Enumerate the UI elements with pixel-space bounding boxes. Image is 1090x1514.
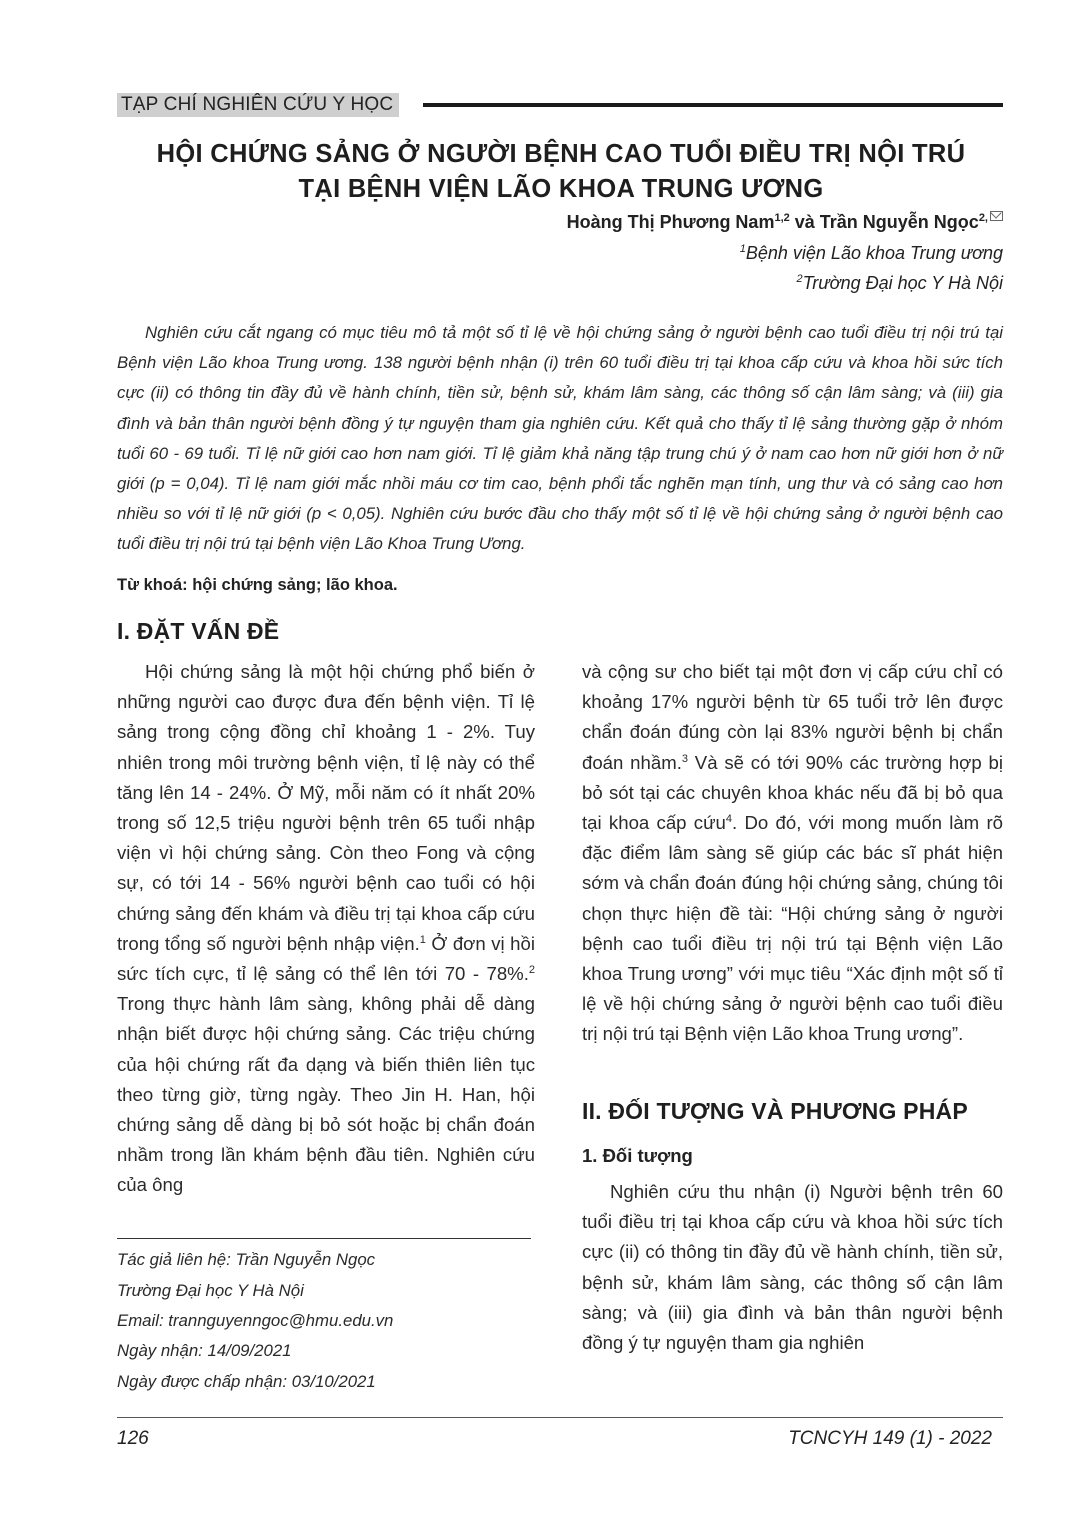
footnote-corresponding-author: Tác giả liên hệ: Trần Nguyễn Ngọc [117, 1250, 376, 1269]
author-conjunction: và [789, 212, 820, 232]
affiliation-2 [797, 273, 1004, 294]
citation-4: 4 [725, 812, 733, 825]
article-title [80, 137, 1042, 207]
author-1-affil: 1,2 [774, 212, 790, 224]
affiliation-1-number: 1 [739, 243, 746, 255]
affiliation-2-number: 2 [796, 273, 803, 285]
section-heading-methods: II. ĐỐI TƯỢNG VÀ PHƯƠNG PHÁP [582, 1098, 968, 1124]
abstract: Nghiên cứu cắt ngang có mục tiêu mô tả một số tỉ lệ về hội chứng sảng ở người bệnh cao tuổi điều trị nội trú tại Bệnh viện Lão khoa Trung ương. 138 người bệnh nhận (i) trên 60 tuổi điều trị tại khoa cấp cứu và khoa hồi sức tích cực (ii) có thông tin đầy đủ về hành chính, tiền sử, bệnh sử, khám lâm sàng, các thông số cận lâm sàng; và (iii) gia đình và bản thân người bệnh đồng ý tự nguyện tham gia nghiên cứu. Kết quả cho thấy tỉ lệ sảng thường gặp ở nhóm tuổi 60 - 69 tuổi. Tỉ lệ nữ giới cao hơn nam giới. Tỉ lệ giảm khả năng tập trung chú ý ở nam cao hơn nữ giới hơn ở nữ giới (p = 0,04). Tỉ lệ nam giới mắc nhồi máu cơ tim cao, bệnh phổi tắc nghẽn mạn tính, ung thư và có sảng cao hơn nhiều so với tỉ lệ nữ giới (p < 0,05). Nghiên cứu bước đầu cho thấy một số tỉ lệ về hội chứng sảng ở người bệnh cao tuổi điều trị nội trú tại bệnh viện Lão Khoa Trung Ương. [117, 323, 1003, 554]
affiliation-1 [740, 243, 1003, 264]
intro-text-3: Trong thực hành lâm sàng, không phải dễ dàng nhận biết được hội chứng sảng. Các triệu chứng của hội chứng rất đa dạng và biến thiên liên tục theo từng giờ, từng ngày. Theo Jin H. Han, hội chứng sảng dễ dàng bị bỏ sót hoặc bị chẩn đoán nhầm trong lần khám bệnh đầu tiên. Nghiên cứu của ông [117, 993, 535, 1196]
section-heading-introduction: I. ĐẶT VẤN ĐỀ [117, 618, 280, 644]
intro-text-6: . Do đó, với mong muốn làm rõ đặc điểm lâm sàng sẽ giúp các bác sĩ phát hiện sớm và chẩn đoán đúng hội chứng sảng, chúng tôi chọn thực hiện đề tài: “Hội chứng sảng ở người bệnh cao tuổi điều trị nội trú tại Bệnh viện Lão khoa Trung ương” với mục tiêu “Xác định một số tỉ lệ về hội chứng sảng ở người bệnh cao tuổi điều trị nội trú tại Bệnh viện Lão khoa Trung ương”. [582, 812, 1003, 1045]
footnote-institution: Trường Đại học Y Hà Nội [117, 1281, 304, 1300]
journal-header [117, 91, 1003, 121]
footer-rule [117, 1417, 1003, 1418]
affiliation-2-name: Trường Đại học Y Hà Nội [802, 273, 1003, 293]
citation-2: 2 [528, 963, 535, 976]
author-2: Trần Nguyễn Ngọc [819, 212, 979, 232]
author-list [567, 212, 1003, 233]
keywords: Từ khoá: hội chứng sảng; lão khoa. [117, 576, 398, 594]
citation-1: 1 [419, 933, 426, 946]
intro-text-5: Và sẽ có tới 90% các trường hợp bị bỏ sót tại các chuyên khoa khác nếu đã bị bỏ qua tại khoa cấp cứu [582, 751, 1003, 834]
subjects-paragraph: Nghiên cứu thu nhận (i) Người bệnh trên 60 tuổi điều trị tại khoa cấp cứu và khoa hồi sức tích cực (ii) có thông tin đầy đủ về hành chính, tiền sử, bệnh sử, khám lâm sàng, các thông số cận lâm sàng; và (iii) gia đình và bản thân người bệnh đồng ý tự nguyện tham gia nghiên [582, 1181, 1003, 1354]
author-2-affil: 2, [978, 212, 988, 224]
introduction-left-column [117, 657, 535, 1201]
header-rule [423, 103, 1003, 107]
intro-text-2: Ở đơn vị hồi sức tích cực, tỉ lệ sảng có thể lên tới 70 - 78%. [117, 932, 535, 985]
page-number: 126 [117, 1428, 149, 1449]
footnote-email: Email: trannguyenngoc@hmu.edu.vn [117, 1311, 394, 1330]
title-line-1: HỘI CHỨNG SẢNG Ở NGƯỜI BỆNH CAO TUỔI ĐIỀU TRỊ NỘI TRÚ [156, 140, 966, 168]
intro-text-1: Hội chứng sảng là một hội chứng phổ biến ở những người cao được đưa đến bệnh viện. Tỉ lệ sảng trong cộng đồng chỉ khoảng 1 - 2%. Tuy nhiên trong môi trường bệnh viện, tỉ lệ này có thể tăng lên 14 - 24%. Ở Mỹ, mỗi năm có ít nhất 20% trong số 12,5 triệu người bệnh trên 65 tuổi nhập viện vì hội chứng sảng. Còn theo Fong và cộng sự, có tới 14 - 56% người bệnh cao tuổi có hội chứng sảng đến khám và điều trị tại khoa cấp cứu trong tổng số người bệnh nhập viện. [117, 661, 535, 954]
footnote-received-date: Ngày nhận: 14/09/2021 [117, 1341, 292, 1360]
subsection-heading-subjects: 1. Đối tượng [582, 1145, 693, 1166]
footnote-rule [117, 1238, 531, 1239]
title-line-2: TẠI BỆNH VIỆN LÃO KHOA TRUNG ƯƠNG [298, 175, 824, 203]
intro-text-4: và cộng sư cho biết tại một đơn vị cấp cứu chỉ có khoảng 17% người bệnh từ 65 tuổi trở lên được chẩn đoán đúng còn lại 83% người bệnh bị chẩn đoán nhầm. [582, 661, 1003, 773]
footnote-accepted-date: Ngày được chấp nhận: 03/10/2021 [117, 1372, 376, 1391]
citation-3: 3 [681, 752, 688, 765]
mail-icon [990, 211, 1003, 221]
affiliation-1-name: Bệnh viện Lão khoa Trung ương [745, 243, 1003, 263]
introduction-right-column [582, 657, 1003, 1050]
author-1: Hoàng Thị Phương Nam [566, 212, 775, 232]
journal-name: TẠP CHÍ NGHIÊN CỨU Y HỌC [117, 93, 399, 117]
journal-issue: TCNCYH 149 (1) - 2022 [788, 1428, 992, 1449]
